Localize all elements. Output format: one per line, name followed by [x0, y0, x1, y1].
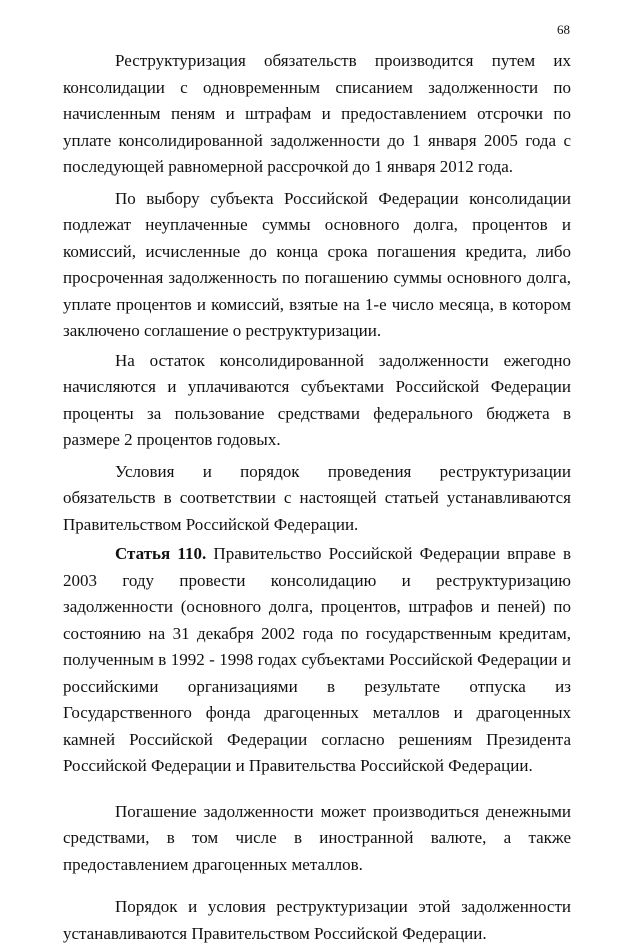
paragraph-consolidation-choice: По выбору субъекта Российской Федерации консолидации подлежат неуплаченные суммы основного долга, процентов и комиссий, исчисленные до конца срока погашения кредита, либо просроченная задолженность по погашению суммы основного долга, уплате процентов и комиссий, взятые на 1-е число месяца, в котором заключено соглашение о реструктуризации.	[63, 188, 571, 340]
paragraph-restructuring-method: Реструктуризация обязательств производится путем их консолидации с одновременным списанием задолженности по начисленным пеням и штрафам и предоставлением отсрочки по уплате консолидированной задолженности до 1 января 2005 года с последующей равномерной рассрочкой до 1 января 2012 года.	[63, 51, 571, 176]
paragraph-repayment: Погашение задолженности может производиться денежными средствами, в том числе в иностранной валюте, а также предоставлением драгоценных металлов.	[63, 801, 571, 874]
page-number: 68	[557, 22, 570, 37]
paragraph-conditions: Условия и порядок проведения реструктуризации обязательств в соответствии с настоящей статьей устанавливаются Правительством Российской Федерации.	[63, 461, 571, 534]
paragraph-interest-rate: На остаток консолидированной задолженности ежегодно начисляются и уплачиваются субъектами Российской Федерации проценты за пользование средствами федерального бюджета в размере 2 процентов годовых.	[63, 350, 571, 449]
paragraph-repayment-procedure: Порядок и условия реструктуризации этой задолженности устанавливаются Правительством Российской Федерации.	[63, 897, 571, 943]
paragraph-article-110	[63, 541, 571, 780]
article-110-text: Правительство Российской Федерации вправе в 2003 году провести консолидацию и реструктуризацию задолженности (основного долга, процентов, штрафов и пеней) по состоянию на 31 декабря 2002 года по государственным кредитам, полученным в 1992 - 1998 годах субъектами Российской Федерации и российскими организациями в результате отпуска из Государственного фонда драгоценных металлов и драгоценных камней Российской Федерации согласно решениям Президента Российской Федерации и Правительства Российской Федерации.	[63, 544, 571, 775]
article-110-label: Статья 110.	[115, 544, 207, 563]
document-body	[63, 48, 571, 947]
